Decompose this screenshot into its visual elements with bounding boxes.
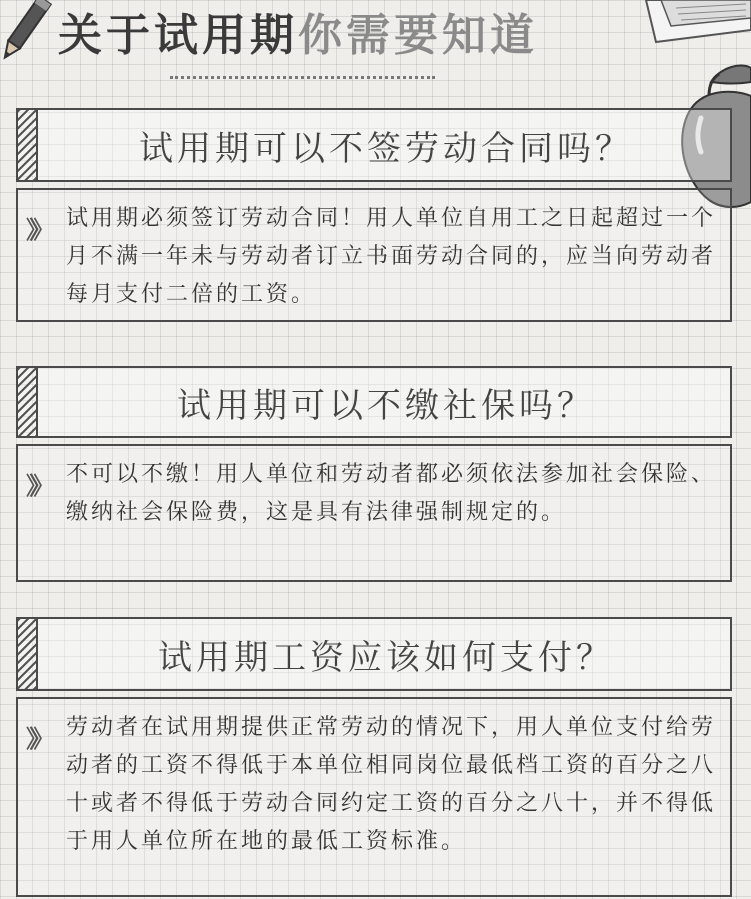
answer-box — [16, 188, 732, 322]
question-box — [16, 617, 732, 691]
question-text: 试用期可以不签劳动合同吗？ — [139, 128, 633, 169]
answer-text: 不可以不缴！用人单位和劳动者都必须依法参加社会保险、缴纳社会保险费，这是具有法律强制规定的。 — [66, 462, 717, 525]
question-box — [16, 366, 732, 438]
pencil-icon — [0, 0, 54, 64]
question-text: 试用期可以不缴社保吗？ — [177, 385, 595, 426]
answer-box — [16, 697, 732, 897]
chevron-icon: 》》 — [26, 725, 46, 753]
question-tab-hatch — [18, 368, 38, 436]
question-tab-hatch — [18, 619, 38, 689]
answer-text: 试用期必须签订劳动合同！用人单位自用工之日起超过一个月不满一年未与劳动者订立书面劳动合同的，应当向劳动者每月支付二倍的工资。 — [66, 206, 717, 307]
page-title: 关于试用期你需要知道 — [58, 10, 538, 61]
question-box — [16, 108, 732, 182]
chevron-icon: 》》 — [26, 472, 46, 500]
answer-box — [16, 444, 732, 582]
page-header — [0, 0, 751, 90]
paper-stack-icon — [636, 0, 751, 46]
answer-text: 劳动者在试用期提供正常劳动的情况下，用人单位支付给劳动者的工资不得低于本单位相同岗位最低档工资的百分之八十或者不得低于劳动合同约定工资的百分之八十，并不得低于用人单位所在地的最低工资标准。 — [66, 715, 717, 854]
question-tab-hatch — [18, 110, 38, 180]
title-underline-dots — [170, 76, 435, 79]
question-text: 试用期工资应该如何支付？ — [158, 637, 614, 678]
chevron-icon: 》》 — [26, 216, 46, 244]
